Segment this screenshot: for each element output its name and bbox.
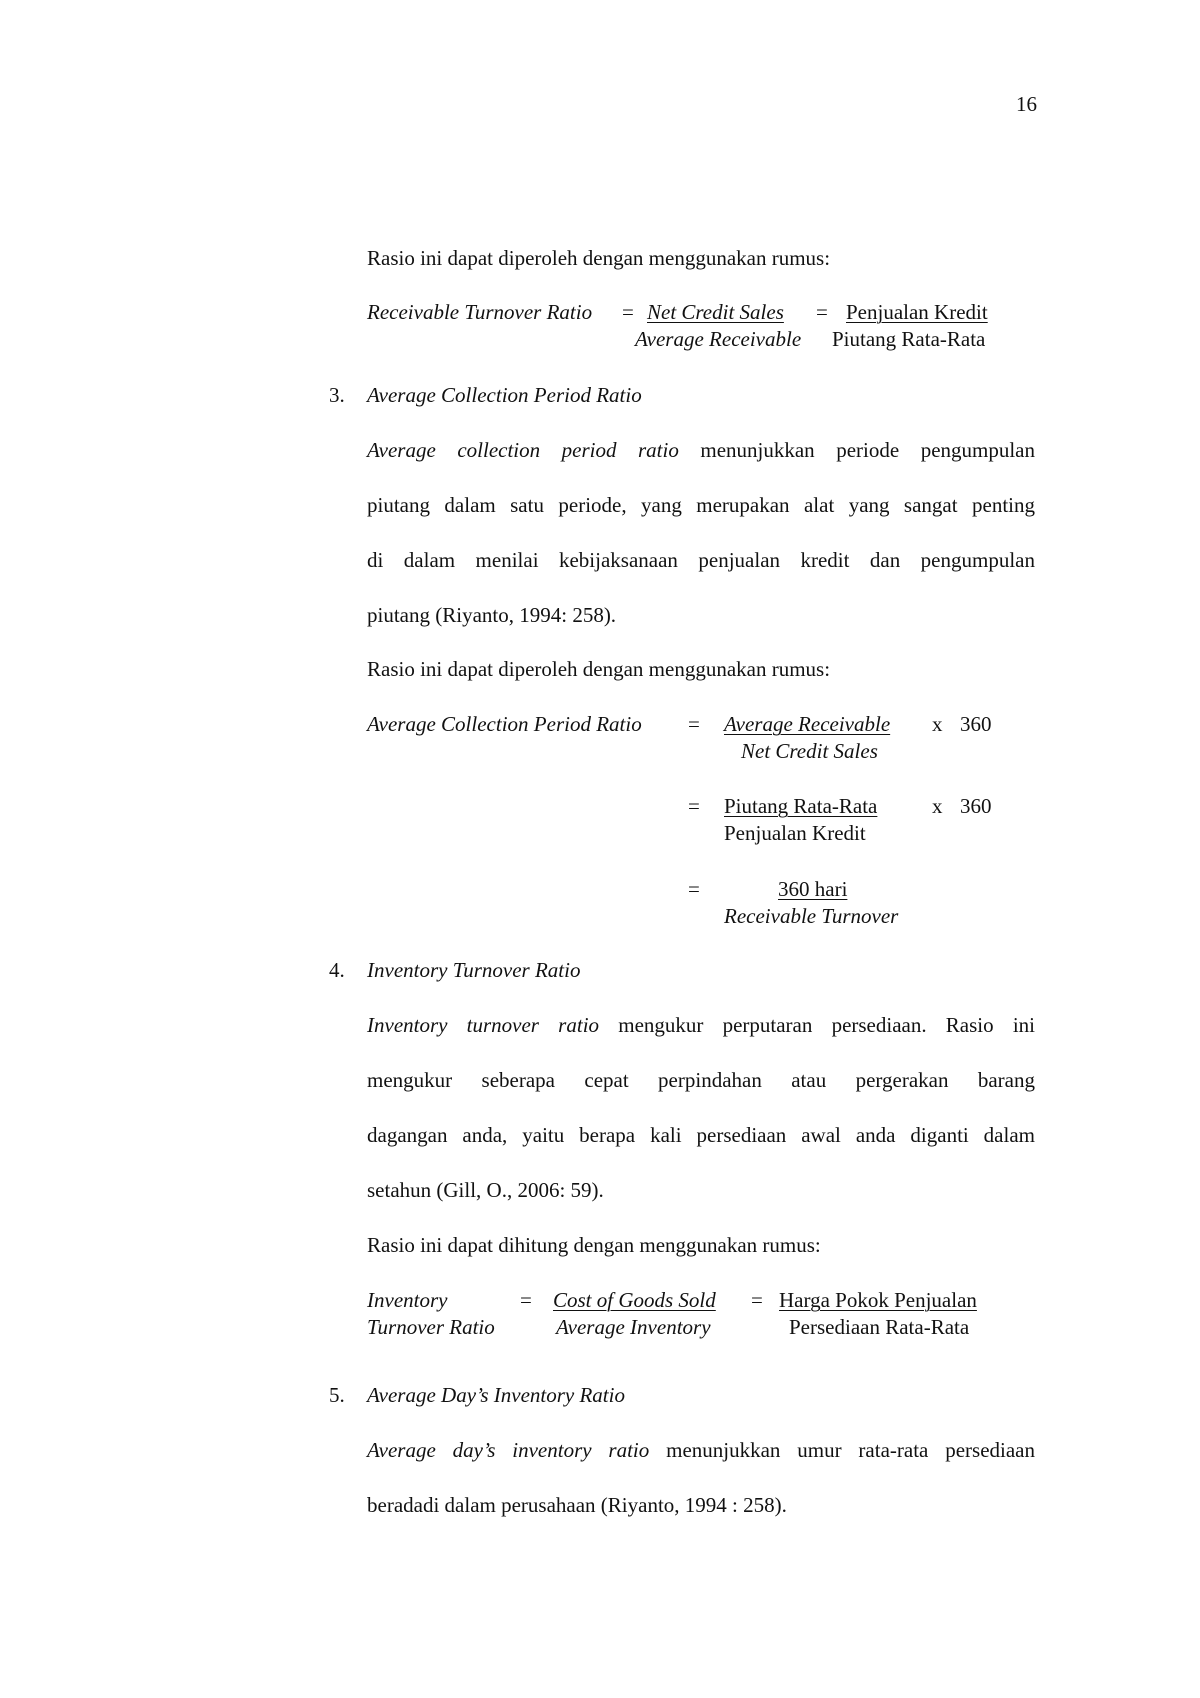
- formula-intro-text: Rasio ini dapat diperoleh dengan menggunakan rumus:: [367, 657, 831, 681]
- multiply-sign: x: [932, 794, 943, 818]
- formula-label: Receivable Turnover Ratio: [367, 300, 593, 324]
- formula-intro-text: Rasio ini dapat diperoleh dengan menggunakan rumus:: [367, 246, 831, 270]
- paragraph-line: beradadi dalam perusahaan (Riyanto, 1994 : 258).: [367, 1493, 787, 1517]
- formula-numerator: Net Credit Sales: [647, 300, 784, 324]
- equals-sign: =: [688, 877, 700, 901]
- paragraph-line: di dalam menilai kebijaksanaan penjualan kredit dan pengumpulan: [367, 548, 1035, 572]
- formula-numerator: 360 hari: [778, 877, 848, 901]
- formula-numerator: Average Receivable: [724, 712, 891, 736]
- equals-sign: =: [751, 1288, 763, 1312]
- paragraph-line: Average collection period ratio menunjukkan periode pengumpulan: [367, 438, 1036, 462]
- formula-denominator: Persediaan Rata-Rata: [789, 1315, 970, 1339]
- formula-denominator: Receivable Turnover: [724, 904, 899, 928]
- formula-denominator: Net Credit Sales: [741, 739, 878, 763]
- term: Inventory turnover ratio: [367, 1013, 600, 1037]
- formula-label: Average Collection Period Ratio: [367, 712, 642, 736]
- formula-denominator: Penjualan Kredit: [724, 821, 866, 845]
- list-item-title: Inventory Turnover Ratio: [367, 958, 581, 982]
- equals-sign: =: [688, 794, 700, 818]
- multiply-sign: x: [932, 712, 943, 736]
- paragraph-line: Inventory turnover ratio mengukur perputaran persediaan. Rasio ini: [367, 1013, 1036, 1037]
- paragraph-line: mengukur seberapa cepat perpindahan atau pergerakan barang: [367, 1068, 1035, 1092]
- list-item-title: Average Day’s Inventory Ratio: [367, 1383, 625, 1407]
- multiplier: 360: [960, 712, 992, 736]
- term: Average collection period ratio: [367, 438, 679, 462]
- page-number: 16: [1016, 92, 1037, 116]
- formula-label: Inventory: [367, 1288, 448, 1312]
- formula-label: Turnover Ratio: [367, 1315, 495, 1339]
- paragraph-line: piutang (Riyanto, 1994: 258).: [367, 603, 617, 627]
- paragraph-line: Average day’s inventory ratio menunjukkan umur rata-rata persediaan: [367, 1438, 1035, 1462]
- formula-numerator: Harga Pokok Penjualan: [779, 1288, 977, 1312]
- list-number: 5.: [329, 1383, 345, 1407]
- list-number: 3.: [329, 383, 345, 407]
- formula-denominator: Average Receivable: [635, 327, 802, 351]
- formula-intro-text: Rasio ini dapat dihitung dengan menggunakan rumus:: [367, 1233, 821, 1257]
- paragraph-line: dagangan anda, yaitu berapa kali persediaan awal anda diganti dalam: [367, 1123, 1035, 1147]
- equals-sign: =: [520, 1288, 532, 1312]
- list-number: 4.: [329, 958, 345, 982]
- paragraph-line: setahun (Gill, O., 2006: 59).: [367, 1178, 604, 1202]
- formula-numerator: Penjualan Kredit: [846, 300, 988, 324]
- equals-sign: =: [688, 712, 700, 736]
- formula-numerator: Piutang Rata-Rata: [724, 794, 878, 818]
- paragraph-line: piutang dalam satu periode, yang merupakan alat yang sangat penting: [367, 493, 1035, 517]
- formula-numerator: Cost of Goods Sold: [553, 1288, 716, 1312]
- multiplier: 360: [960, 794, 992, 818]
- list-item-title: Average Collection Period Ratio: [367, 383, 642, 407]
- equals-sign: =: [816, 300, 828, 324]
- term: Average day’s inventory ratio: [367, 1438, 650, 1462]
- equals-sign: =: [622, 300, 634, 324]
- formula-denominator: Piutang Rata-Rata: [832, 327, 986, 351]
- formula-denominator: Average Inventory: [556, 1315, 711, 1339]
